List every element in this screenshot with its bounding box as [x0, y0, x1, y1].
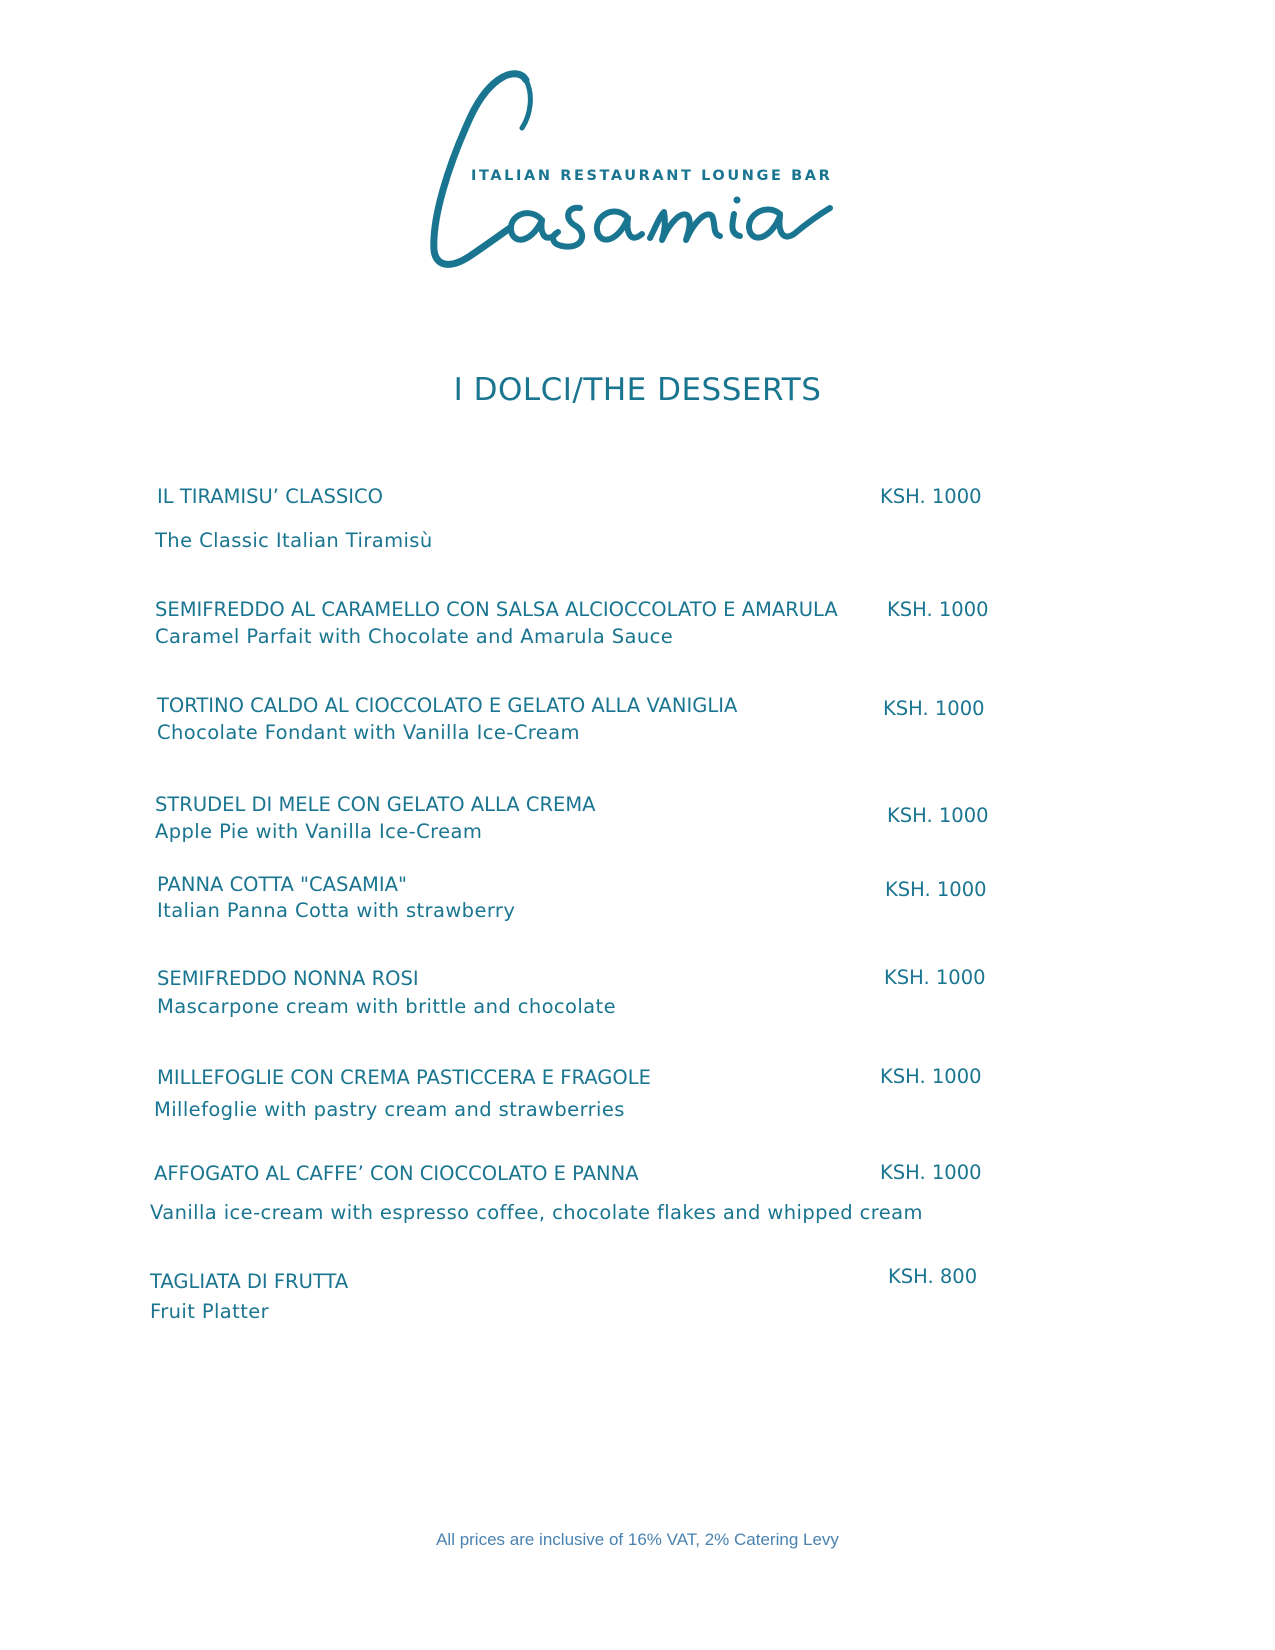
item-description: Apple Pie with Vanilla Ice-Cream	[155, 820, 483, 843]
item-description: Italian Panna Cotta with strawberry	[157, 899, 516, 922]
item-price: KSH. 1000	[880, 485, 982, 508]
page-title: I DOLCI/THE DESSERTS	[453, 372, 822, 408]
item-name: SEMIFREDDO AL CARAMELLO CON SALSA ALCIOCCOLATO E AMARULA	[155, 598, 838, 621]
item-description: The Classic Italian Tiramisù	[155, 529, 433, 552]
item-name: SEMIFREDDO NONNA ROSI	[157, 967, 419, 990]
item-name: STRUDEL DI MELE CON GELATO ALLA CREMA	[155, 793, 596, 816]
item-price: KSH. 1000	[884, 966, 986, 989]
item-price: KSH. 1000	[885, 878, 987, 901]
casamia-logo	[430, 68, 850, 283]
item-description: Chocolate Fondant with Vanilla Ice-Cream	[157, 721, 580, 744]
item-price: KSH. 1000	[880, 1065, 982, 1088]
item-price: KSH. 1000	[880, 1161, 982, 1184]
item-name: TAGLIATA DI FRUTTA	[150, 1270, 349, 1293]
item-name: IL TIRAMISU’ CLASSICO	[157, 485, 383, 508]
item-name: PANNA COTTA "CASAMIA"	[157, 873, 407, 896]
item-name: MILLEFOGLIE CON CREMA PASTICCERA E FRAGOLE	[157, 1066, 651, 1089]
price-disclaimer: All prices are inclusive of 16% VAT, 2% Catering Levy	[436, 1530, 839, 1549]
item-description: Caramel Parfait with Chocolate and Amarula Sauce	[155, 625, 674, 648]
item-description: Millefoglie with pastry cream and strawberries	[154, 1098, 625, 1121]
item-price: KSH. 1000	[883, 697, 985, 720]
item-price: KSH. 1000	[887, 804, 989, 827]
item-description: Mascarpone cream with brittle and chocolate	[157, 995, 616, 1018]
item-description: Vanilla ice-cream with espresso coffee, chocolate flakes and whipped cream	[150, 1201, 923, 1224]
item-price: KSH. 800	[888, 1265, 978, 1288]
item-name: AFFOGATO AL CAFFE’ CON CIOCCOLATO E PANNA	[154, 1162, 639, 1185]
logo-tagline: ITALIAN RESTAURANT LOUNGE BAR	[471, 168, 833, 184]
item-name: TORTINO CALDO AL CIOCCOLATO E GELATO ALLA VANIGLIA	[157, 694, 738, 717]
item-price: KSH. 1000	[887, 598, 989, 621]
item-description: Fruit Platter	[150, 1300, 270, 1323]
